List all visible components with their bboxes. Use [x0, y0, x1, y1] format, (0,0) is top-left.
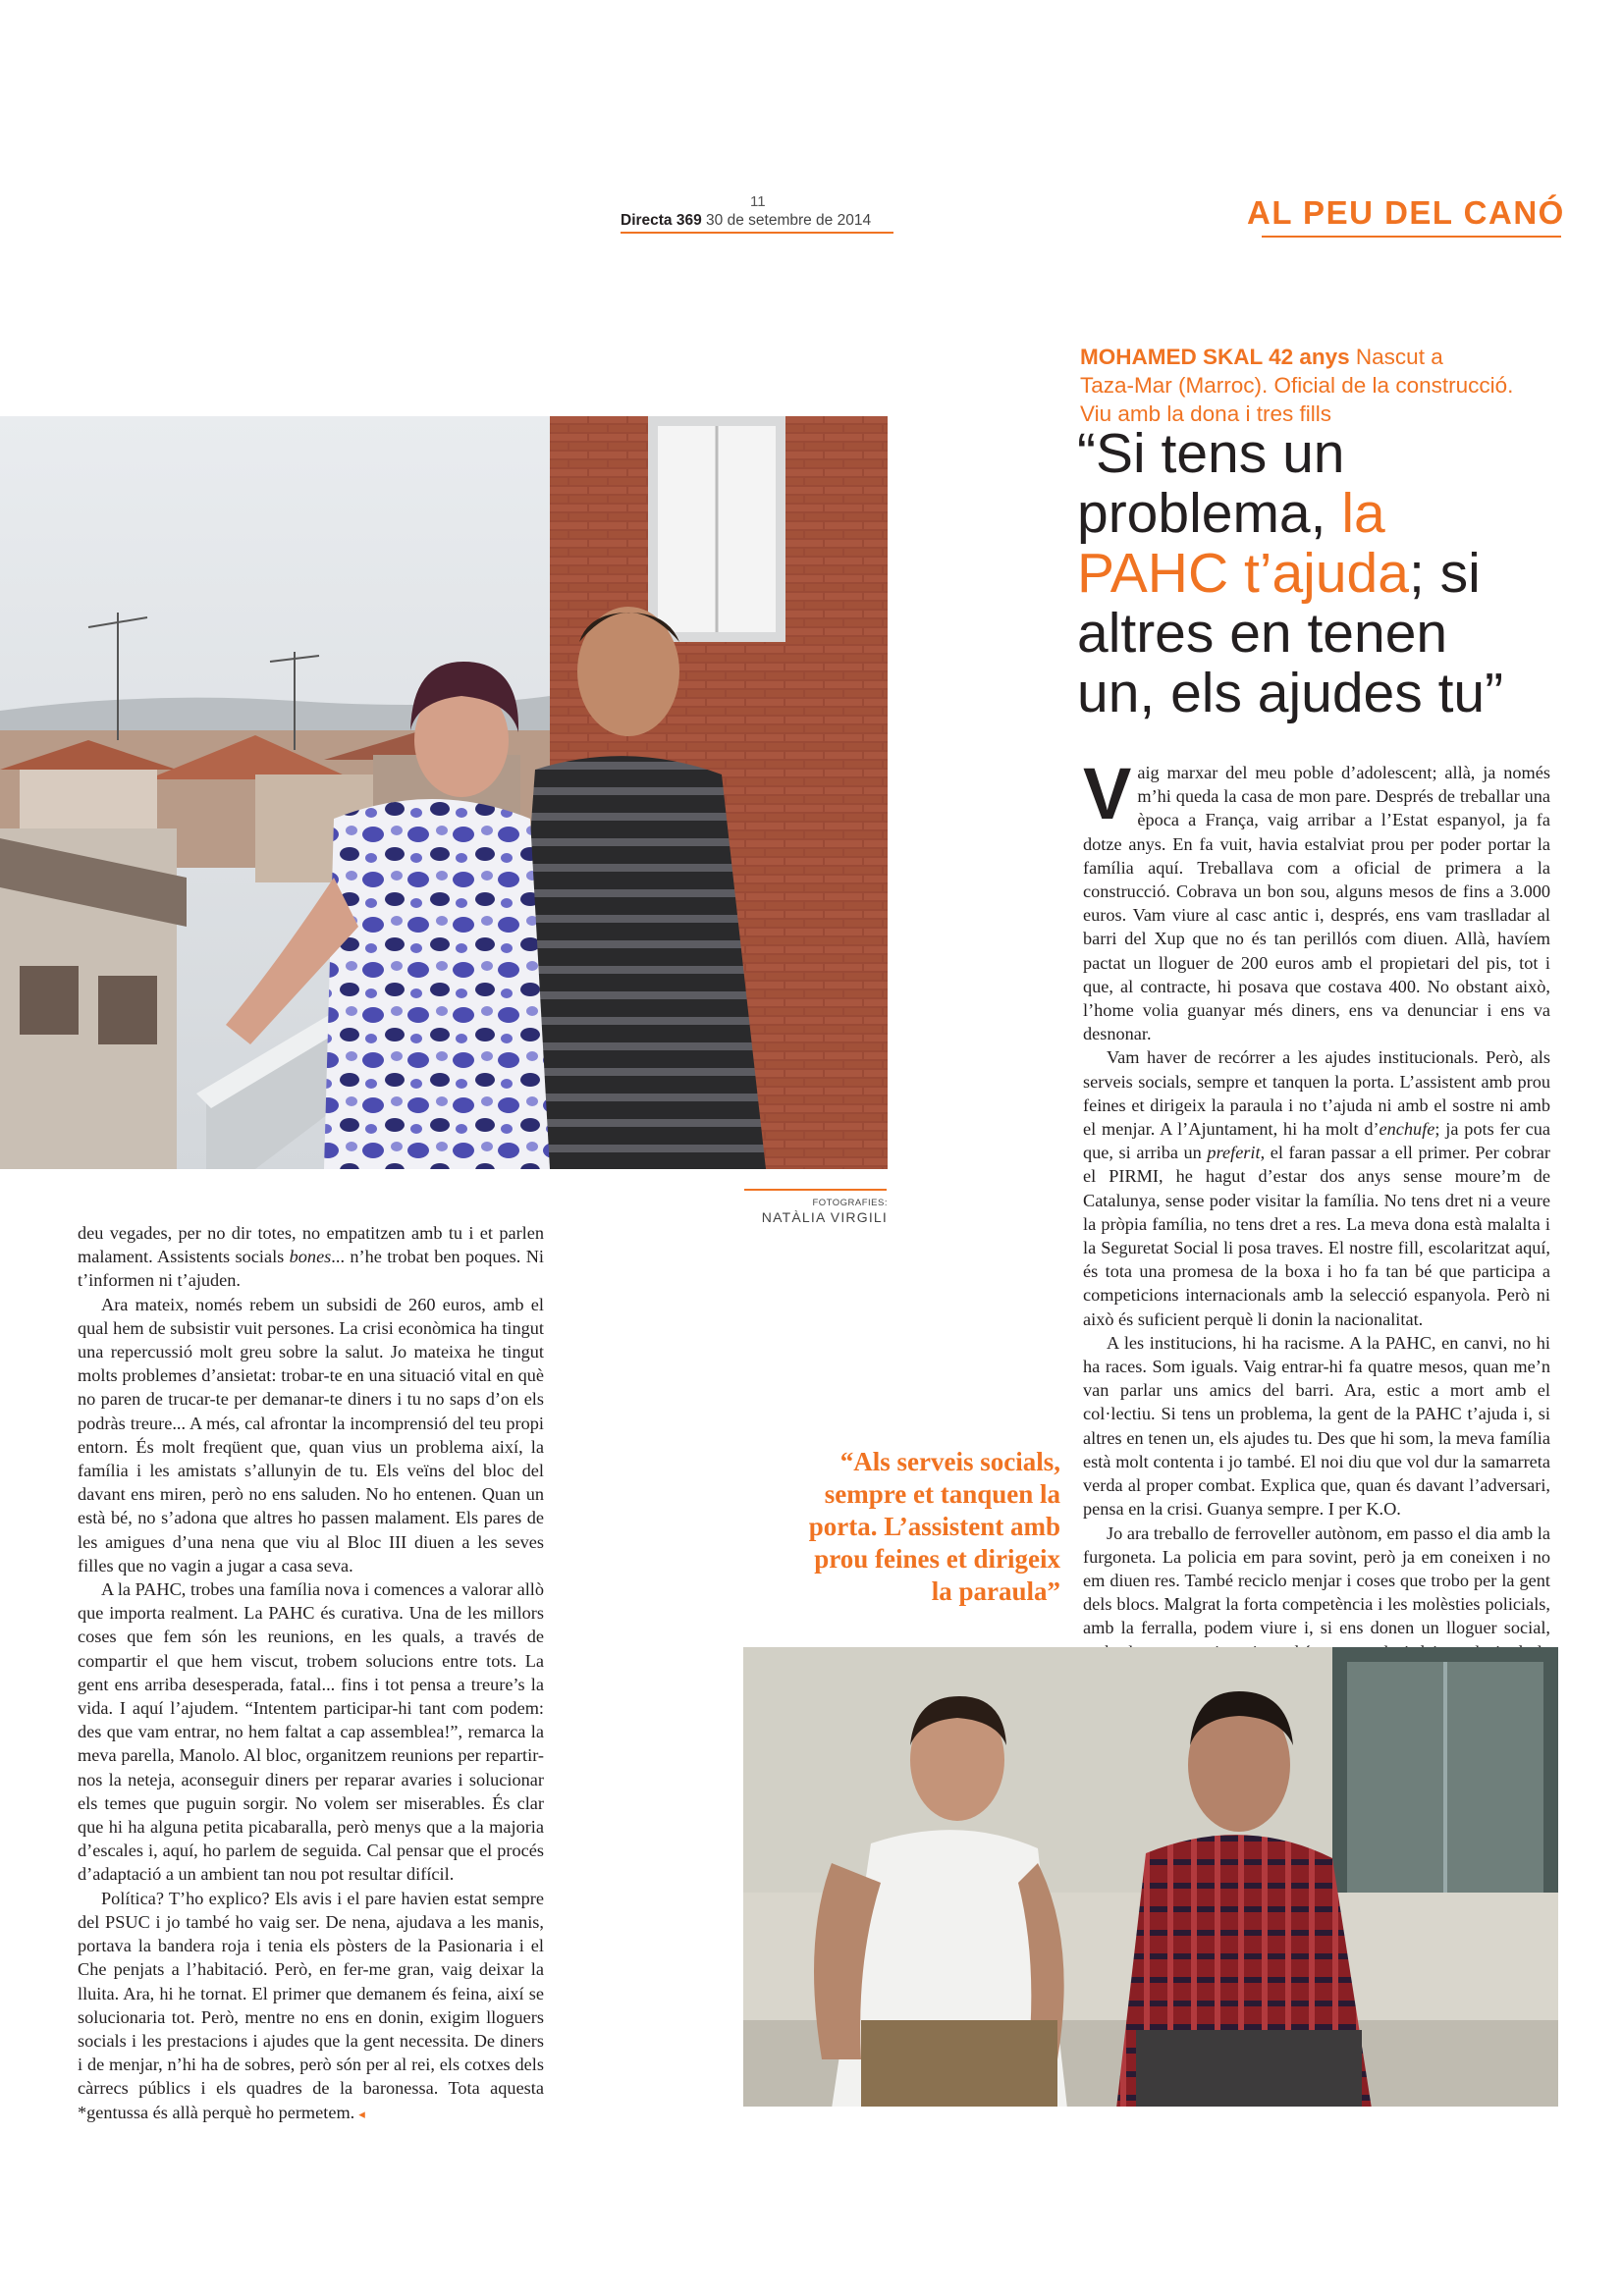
italic-enchufe: enchufe [1379, 1119, 1435, 1140]
right-paragraph-4: Jo ara treballo de ferroveller autònom, em passo el dia amb la furgoneta. La policia em para sovint, però ja em coneixen i no em diuen res. També reciclo menjar i coses que trobo per la gent dels blocs. Malgrat la forta competència i les molèsties policials, amb la ferralla, podem viure i, si ens donen un lloguer social, [1083, 1522, 1550, 1689]
profile-origin: Taza-Mar (Marroc). Oficial de la construcció. [1080, 373, 1514, 398]
pull-quote-line-2: sempre et tanquen la [824, 1479, 1060, 1509]
drop-cap: V [1083, 753, 1132, 834]
italic-preferit: preferit [1207, 1143, 1261, 1163]
right-paragraph-2: Vam haver de recórrer a les ajudes institucionals. Però, als serveis socials, sempre et tanquen la porta. L’assistent amb prou feines et dirigeix la paraula i no t’ajuda ni amb el sostre ni amb el menjar. A l’Ajuntament, hi ha molt d’enchufe; ja pots fer cua que, si arriba un preferit, el faran passar a ell primer. Per cobrar el PIRMI, he hagut d’estar dos anys sense moure’m de Catalunya, sense poder visitar la família. No tens dret ni a veure la pròpia família, no tens dret a res. La meva dona està malalta i la Seguretat Social li posa traves. El nostre fill, escolaritzat aquí, és tota una promesa de la boxa i ho fa tan bé que participa a competicions internacionals amb la selecció espanyola. Però ni això és suficient perquè li donin la nacionalitat. [1083, 1047, 1550, 1329]
right-article-column [1083, 753, 1550, 1689]
headline-line-1: “Si tens un [1077, 422, 1345, 485]
left-paragraph-2: Ara mateix, només rebem un subsidi de 260 euros, amb el qual hem de subsistir vuit persones. La crisi econòmica ha tingut una repercussió molt greu sobre la salut. Jo mateixa he tingut molts problemes d’ansietat: trobar-te en una situació vital en què no paren de trucar-te per demanar-te diners i tu no saps d’on els podràs treure... A més, cal afrontar la incomprensió del teu propi entorn. És molt freqüent que, quan vius un problema així, la família i les amistats s’allunyin de tu. Els veïns del bloc del davant ens miren, però no ens saluden. No ho entenen. Quan un està bé, no s’adona que altres ho passen malament. Els pares de les amigues d’una nena que viu al Bloc III diuen a les seves filles que no vagin a jugar a casa seva. [78, 1294, 544, 1575]
masthead-line [621, 212, 871, 230]
pull-quote-line-3: porta. L’assistent amb [808, 1512, 1060, 1541]
profile-birthplace: Nascut a [1355, 345, 1443, 369]
right-paragraph-3: A les institucions, hi ha racisme. A la PAHC, en canvi, no hi ha races. Som iguals. Vaig entrar-hi fa quatre mesos, quan me’n van parlar uns amics del barri. Ara, estic a mort amb el col·lectiu. Si tens un problema, la gent de la PAHC t’ajuda i, si altres en tenen un, els ajudes tu. Des que hi som, la meva família està molt contenta i jo també. El noi diu que vol dur la samarreta verda al proper combat. Explica que, quan és davant l’adversari, pensa en la crisi. Guanya sempre. I per K.O. [1083, 1332, 1550, 1520]
headline-line-4: altres en tenen [1077, 602, 1448, 665]
page-number: 11 [750, 193, 766, 210]
photo-credit [687, 1198, 888, 1225]
couple-photo [0, 416, 888, 1169]
end-mark-icon: ◂ [358, 2106, 365, 2121]
pull-quote-line-4: prou feines et dirigeix [814, 1544, 1060, 1574]
pull-quote-line-1: “Als serveis socials, [839, 1447, 1060, 1476]
father-son-photo [743, 1647, 1558, 2107]
section-title: AL PEU DEL CANÓ [1247, 194, 1565, 231]
headline-line-5: un, els ajudes tu” [1077, 662, 1504, 724]
headline [1077, 424, 1588, 723]
headline-highlight: PAHC t’ajuda [1077, 542, 1409, 605]
profile-family: Viu amb la dona i tres fills [1080, 401, 1331, 426]
section-rule [1262, 236, 1561, 238]
headline-line-3b: ; si [1408, 542, 1481, 605]
left-paragraph-1: deu vegades, per no dir totes, no empatitzen amb tu i et parlen malament. Assistents socials bones... n’he trobat ben poques. Ni t’informen ni t’ajuden. [78, 1223, 544, 1291]
left-paragraph-3: A la PAHC, trobes una família nova i comences a valorar allò que importa realment. La PAHC és curativa. Una de les millors coses que fem són les reunions, en les quals, a través de compartir el que hem viscut, trobem solucions entre tots. La gent ens arriba desesperada, fatal... fins i tot pensa a treure’s la vida. I aquí l’ajudem. “Intentem participar-hi tant com podem: des que vam entrar, no hem faltat a cap assemblea!”, remarca la meva parella, Manolo. Al bloc, organitzem reunions per repartir-nos la neteja, aconseguir diners per reparar avaries i solucionar els temes que puguin sorgir. No volem ser miserables. És clar que hi ha alguna petita picabaralla, però menys que a la majoria d’escales i, aquí, ho parlem de seguida. Cal pensar que el procés d’adaptació a un ambient tan nou pot resultar difícil. [78, 1579, 544, 1885]
headline-line-2a: problema, [1077, 482, 1342, 545]
headline-line-2b: la [1341, 482, 1385, 545]
left-article-column [78, 1221, 544, 2126]
issue-date: 30 de setembre de 2014 [706, 212, 872, 229]
profile-name-age: MOHAMED SKAL 42 anys [1080, 345, 1350, 369]
pull-quote [727, 1446, 1060, 1608]
credit-rule [744, 1189, 887, 1191]
publication-name: Directa 369 [621, 212, 702, 229]
profile-block [1080, 343, 1551, 428]
header-rule [621, 232, 893, 234]
italic-bones: bones [289, 1247, 332, 1267]
photo-credit-label: FOTOGRAFIES: [812, 1198, 888, 1208]
left-paragraph-4: Política? T’ho explico? Els avis i el pare havien estat sempre del PSUC i jo també ho vaig ser. De nena, ajudava a les manis, portava la bandera roja i tenia els pòsters de la Pasionaria i el Che penjats a l’habitació. Però, en fer-me gran, vaig deixar la lluita. Ara, hi he tornat. El primer que demanem és feina, així se solucionaria tot. Però, mentre no ens en donin, exigim lloguers socials i les prestacions i ajudes que la gent necessita. De diners i de menjar, n’hi ha de sobres, però són per al rei, els cotxes dels càrrecs públics i els quadres de la baronessa. Tota aquesta *gentussa és allà perquè ho permetem. ◂ [78, 1888, 544, 2122]
right-paragraph-1: Vaig marxar del meu poble d’adolescent; allà, ja només m’hi queda la casa de mon pare. Després de treballar una època a França, vaig arribar a l’Estat espanyol, ja fa dotze anys. En fa vuit, havia estalviat prou per poder portar la família aquí. Treballava com a oficial de primera a la construcció. Cobrava un bon sou, alguns mesos de fins a 3.000 euros. Vam viure al casc antic i, després, ens vam traslladar al barri del Xup que no és tan perillós com diuen. Allà, havíem pactat un lloguer de 200 euros amb el propietari del pis, tot i que, al contracte, hi posava que costava 400. No obstant això, l’home volia guanyar més diners, ens va denunciar i ens va desnonar. [1083, 753, 1550, 1044]
pull-quote-line-5: la paraula” [931, 1576, 1060, 1606]
photo-credit-name: NATÀLIA VIRGILI [761, 1209, 888, 1225]
